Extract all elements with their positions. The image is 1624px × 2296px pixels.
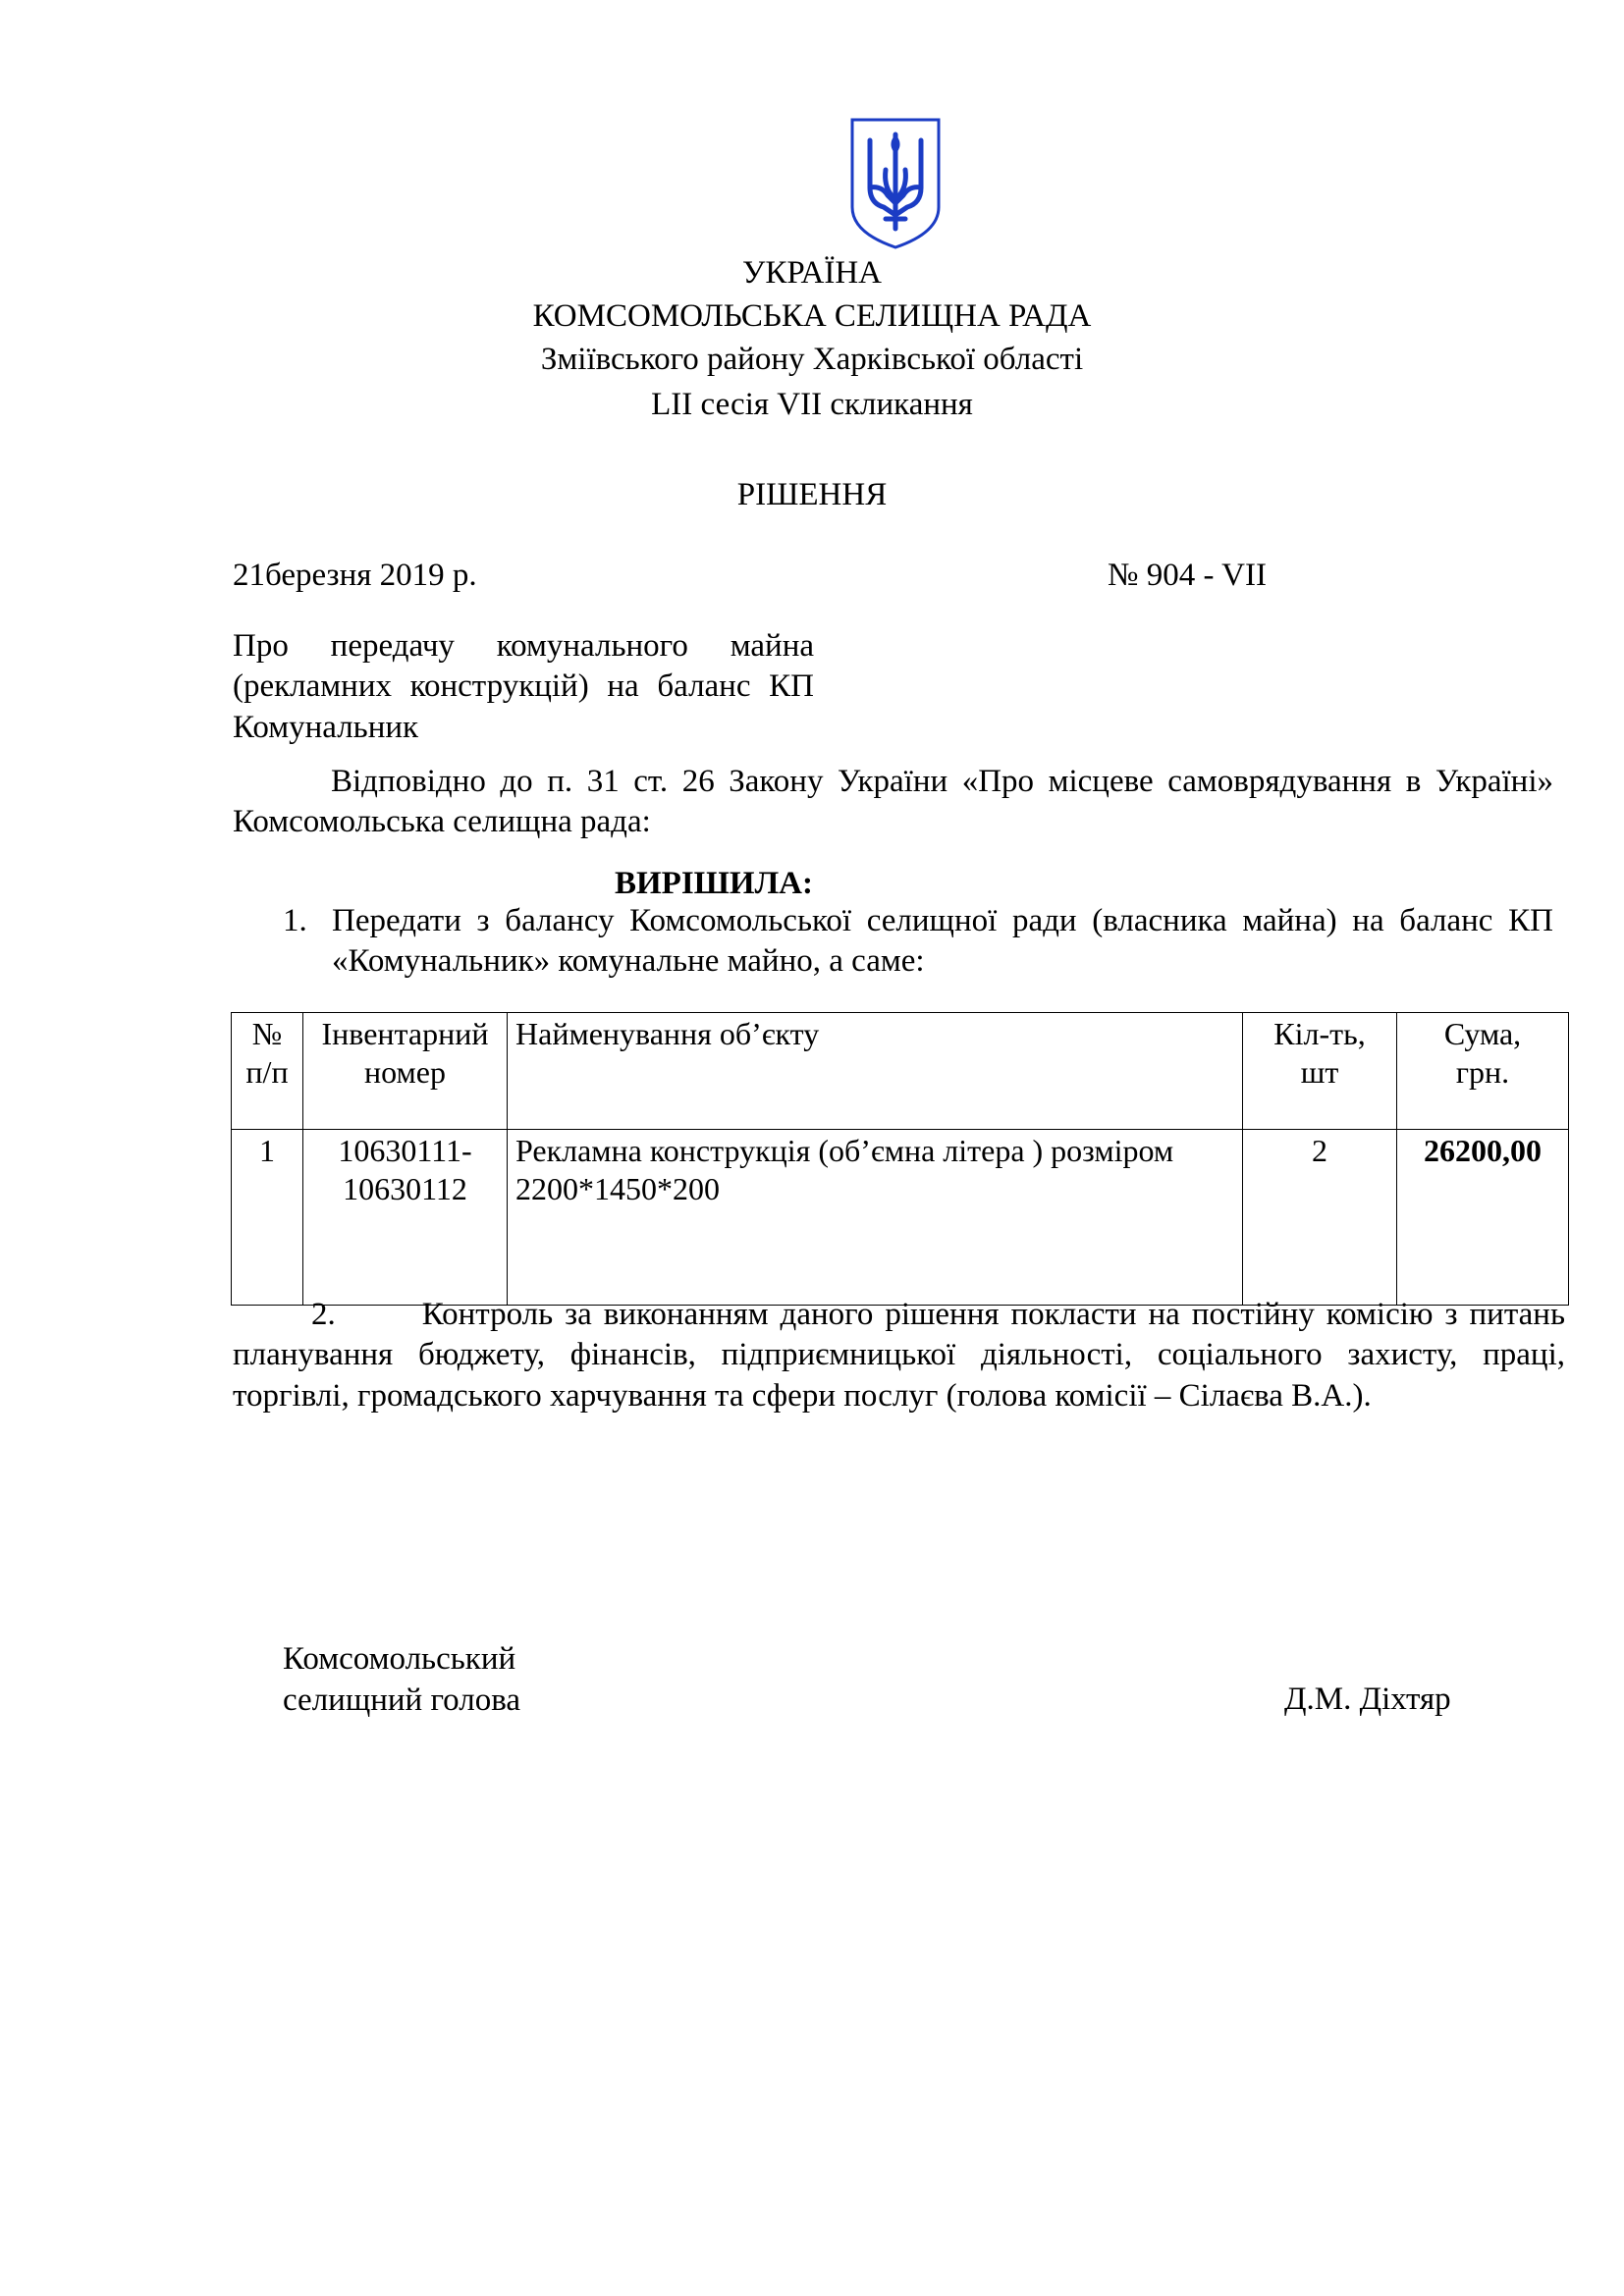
- trident-coat-of-arms-icon: [848, 117, 943, 250]
- subject-line: Про передачу комунального майна: [233, 628, 814, 664]
- document-type: РІШЕННЯ: [736, 477, 888, 512]
- item-text-line: планування бюджету, фінансів, підприємницької діяльності, соціального захисту, праці,: [233, 1337, 1565, 1373]
- header-inventory: Інвентарний номер: [303, 1013, 508, 1130]
- signatory-name: Д.М. Діхтяр: [1284, 1682, 1451, 1717]
- decision-item-2: [233, 1295, 1565, 1416]
- table-row: [232, 1130, 1569, 1306]
- district-title: Зміївського району Харківської області: [540, 342, 1084, 377]
- decision-subject: [233, 626, 814, 748]
- subject-line: (рекламних конструкцій) на баланс КП: [233, 668, 814, 705]
- item-text-line: Контроль за виконанням даного рішення покласти на постійну комісію з питань: [421, 1297, 1565, 1332]
- assets-table: [231, 1012, 1569, 1306]
- signatory-title: Комсомольський селищний голова: [283, 1641, 521, 1719]
- header-num: № п/п: [232, 1013, 303, 1130]
- cell-qty: 2: [1243, 1130, 1397, 1306]
- preamble-line: Відповідно до п. 31 ст. 26 Закону України «Про місцеве самоврядування в Україні»: [331, 764, 1553, 799]
- preamble: [233, 762, 1553, 843]
- table-header-row: [232, 1013, 1569, 1130]
- subject-line: Комунальник: [233, 709, 419, 745]
- session-title: LII сесія VII скликання: [651, 387, 973, 422]
- decision-heading: ВИРІШИЛА:: [615, 866, 813, 901]
- preamble-line: Комсомольська селищна рада:: [233, 804, 651, 840]
- cell-num: 1: [232, 1130, 303, 1306]
- cell-sum: 26200,00: [1397, 1130, 1569, 1306]
- country-title: УКРАЇНА: [742, 255, 882, 291]
- item-text-line: Передати з балансу Комсомольської селищної ради (власника майна) на баланс КП: [332, 903, 1553, 938]
- item-number: 2.: [311, 1297, 336, 1332]
- decision-number: № 904 - VII: [1108, 558, 1267, 593]
- item-number: 1.: [283, 903, 307, 938]
- decision-date: 21березня 2019 р.: [233, 558, 477, 593]
- council-title: КОМСОМОЛЬСЬКА СЕЛИЩНА РАДА: [532, 298, 1092, 334]
- header-sum: Сума, грн.: [1397, 1013, 1569, 1130]
- item-text-line: «Комунальник» комунальне майно, а саме:: [332, 943, 925, 980]
- header-name: Найменування об’єкту: [508, 1013, 1243, 1130]
- item-text-line: торгівлі, громадського харчування та сфери послуг (голова комісії – Сілаєва В.А.).: [233, 1377, 1372, 1414]
- cell-inventory: 10630111- 10630112: [303, 1130, 508, 1306]
- header-qty: Кіл-ть, шт: [1243, 1013, 1397, 1130]
- decision-item-1: [283, 901, 1553, 983]
- cell-name: Рекламна конструкція (об’ємна літера ) розміром 2200*1450*200: [508, 1130, 1243, 1306]
